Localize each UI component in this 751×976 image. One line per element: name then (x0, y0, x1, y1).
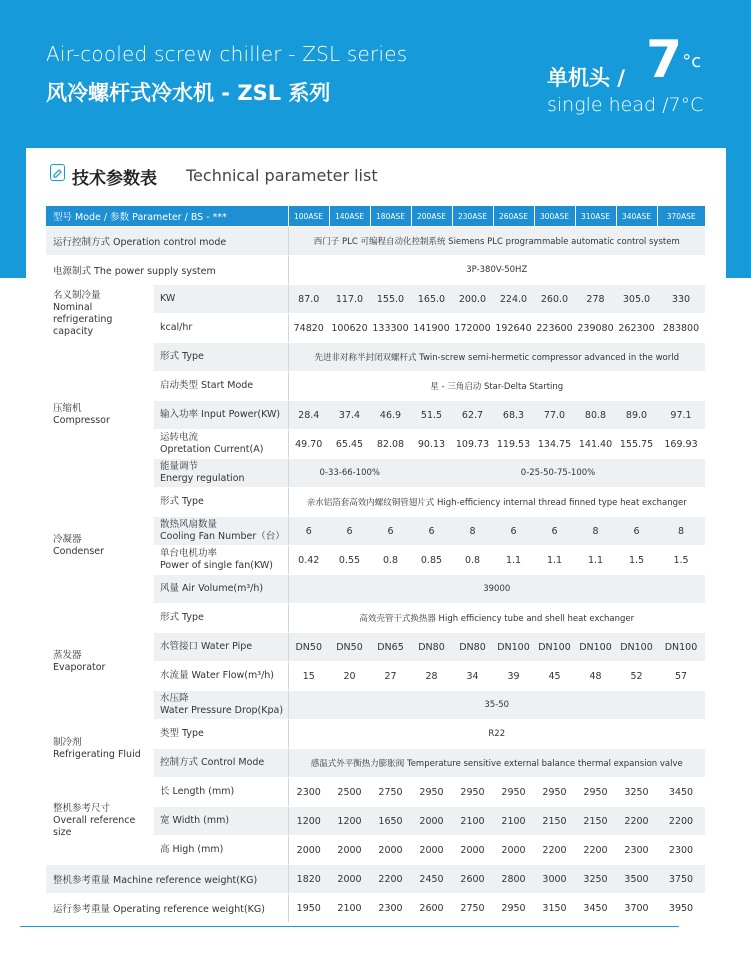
cell: 8 (452, 517, 493, 546)
cell: 2000 (411, 807, 452, 836)
cell: 2000 (452, 836, 493, 865)
row-value: 3P-380V-50HZ (288, 256, 705, 285)
cell: 8 (657, 517, 705, 546)
cell: 3150 (534, 894, 575, 923)
cell: 62.7 (452, 401, 493, 430)
header-label: 型号 Mode / 参数 Parameter / BS - *** (46, 206, 288, 227)
row-label: kcal/hr (154, 314, 288, 343)
cell: 6 (534, 517, 575, 546)
row-label: 输入功率 Input Power(KW) (154, 401, 288, 430)
cell: 3450 (657, 778, 705, 807)
spec-card (26, 148, 726, 976)
cell: 28 (411, 662, 452, 691)
row-value: 感温式外平衡热力膨胀阀 Temperature sensitive external balance thermal expansion valve (288, 749, 705, 778)
cell: DN100 (493, 633, 534, 662)
cell: DN50 (329, 633, 370, 662)
cell: 6 (493, 517, 534, 546)
cell: 6 (329, 517, 370, 546)
model-header: 180ASE (370, 206, 411, 227)
cell: 2100 (329, 894, 370, 923)
cell: 28.4 (288, 401, 329, 430)
cell: 51.5 (411, 401, 452, 430)
edit-document-icon (50, 164, 65, 181)
row-label: 形式 Type (154, 488, 288, 517)
row-value: 星 - 三角启动 Star-Delta Starting (288, 372, 705, 401)
model-header: 340ASE (616, 206, 657, 227)
row-value: 0-33-66-100% (288, 459, 411, 488)
cell: 1950 (288, 894, 329, 923)
cell: 2950 (452, 778, 493, 807)
table-row (46, 720, 705, 749)
cell: 2950 (534, 778, 575, 807)
row-label: 水压降 Water Pressure Drop(Kpa) (154, 691, 288, 720)
table-row (46, 343, 705, 372)
temperature-badge (646, 32, 701, 88)
row-label: 风量 Air Volume(m³/h) (154, 575, 288, 604)
cell: 65.45 (329, 430, 370, 459)
cell: 2950 (493, 778, 534, 807)
cell: 141.40 (575, 430, 616, 459)
cell: 6 (411, 517, 452, 546)
row-label: 水管接口 Water Pipe (154, 633, 288, 662)
cell: DN65 (370, 633, 411, 662)
cell: 3250 (575, 865, 616, 894)
cell: 2300 (616, 836, 657, 865)
cell: 2200 (657, 807, 705, 836)
model-header: 370ASE (657, 206, 705, 227)
row-label: 单台电机功率 Power of single fan(KW) (154, 546, 288, 575)
model-header: 230ASE (452, 206, 493, 227)
cell: 3250 (616, 778, 657, 807)
cell: 1.5 (657, 546, 705, 575)
cell: 8 (575, 517, 616, 546)
cell: 20 (329, 662, 370, 691)
cell: 89.0 (616, 401, 657, 430)
table-header-row (46, 206, 705, 227)
cell: 57 (657, 662, 705, 691)
cell: 80.8 (575, 401, 616, 430)
cell: 3450 (575, 894, 616, 923)
row-label: 形式 Type (154, 604, 288, 633)
row-label: 高 High (mm) (154, 836, 288, 865)
title-cn: 风冷螺杆式冷水机 - ZSL 系列 (46, 81, 331, 105)
model-header: 100ASE (288, 206, 329, 227)
model-header: 300ASE (534, 206, 575, 227)
cell: 0.42 (288, 546, 329, 575)
cell: 77.0 (534, 401, 575, 430)
row-label: 能量调节 Energy regulation (154, 459, 288, 488)
section-title-cn: 技术参数表 (72, 169, 157, 189)
cell: 2200 (370, 865, 411, 894)
cell: 141900 (411, 314, 452, 343)
cell: 2300 (288, 778, 329, 807)
cell: 223600 (534, 314, 575, 343)
cell: 2000 (493, 836, 534, 865)
cell: 1200 (329, 807, 370, 836)
table-row (46, 227, 705, 256)
table-row (46, 285, 705, 314)
cell: 1.1 (534, 546, 575, 575)
cell: 2950 (493, 894, 534, 923)
row-label: 宽 Width (mm) (154, 807, 288, 836)
cell: 2800 (493, 865, 534, 894)
cell: 1.1 (493, 546, 534, 575)
table-row (46, 604, 705, 633)
table-row (46, 488, 705, 517)
cell: 68.3 (493, 401, 534, 430)
cell: 165.0 (411, 285, 452, 314)
cell: 155.75 (616, 430, 657, 459)
cell: 2150 (575, 807, 616, 836)
cell: 155.0 (370, 285, 411, 314)
group-label-refrigerant: 制冷剂 Refrigerating Fluid (46, 720, 154, 778)
cell: 48 (575, 662, 616, 691)
cell: 82.08 (370, 430, 411, 459)
cell: 87.0 (288, 285, 329, 314)
cell: 97.1 (657, 401, 705, 430)
row-label: 运转电流 Opretation Current(A) (154, 430, 288, 459)
title-en: Air-cooled screw chiller - ZSL series (46, 42, 408, 66)
model-header: 260ASE (493, 206, 534, 227)
single-head-cn: 单机头 / (547, 66, 625, 90)
cell: 2200 (534, 836, 575, 865)
row-label: 启动类型 Start Mode (154, 372, 288, 401)
cell: 239080 (575, 314, 616, 343)
cell: DN100 (575, 633, 616, 662)
cell: 2000 (288, 836, 329, 865)
cell: 117.0 (329, 285, 370, 314)
cell: 39 (493, 662, 534, 691)
cell: 2000 (329, 836, 370, 865)
bottom-rule (20, 926, 679, 927)
cell: 6 (616, 517, 657, 546)
cell: 52 (616, 662, 657, 691)
cell: 2200 (575, 836, 616, 865)
row-value: 0-25-50-75-100% (411, 459, 705, 488)
cell: 172000 (452, 314, 493, 343)
cell: 1820 (288, 865, 329, 894)
cell: 133300 (370, 314, 411, 343)
table-row (46, 778, 705, 807)
cell: 2950 (575, 778, 616, 807)
cell: 278 (575, 285, 616, 314)
group-label-size: 整机参考尺寸 Overall reference size (46, 778, 154, 865)
cell: 134.75 (534, 430, 575, 459)
cell: 90.13 (411, 430, 452, 459)
cell: 119.53 (493, 430, 534, 459)
cell: 3000 (534, 865, 575, 894)
cell: 262300 (616, 314, 657, 343)
row-value: R22 (288, 720, 705, 749)
cell: 1.1 (575, 546, 616, 575)
cell: DN100 (616, 633, 657, 662)
cell: 2200 (616, 807, 657, 836)
row-value: 39000 (288, 575, 705, 604)
cell: 2000 (370, 836, 411, 865)
temperature-unit: °c (682, 51, 702, 72)
cell: 15 (288, 662, 329, 691)
cell: 6 (288, 517, 329, 546)
cell: 34 (452, 662, 493, 691)
cell: 2000 (329, 865, 370, 894)
row-value: 高效壳管干式换热器 High efficiency tube and shell heat exchanger (288, 604, 705, 633)
temperature-value: 7 (646, 30, 683, 90)
cell: 2750 (452, 894, 493, 923)
cell: 45 (534, 662, 575, 691)
row-value: 35-50 (288, 691, 705, 720)
cell: 6 (370, 517, 411, 546)
row-label: 运行参考重量 Operating reference weight(KG) (46, 894, 288, 923)
row-label: 整机参考重量 Machine reference weight(KG) (46, 865, 288, 894)
row-label: 电源制式 The power supply system (46, 256, 288, 285)
cell: 37.4 (329, 401, 370, 430)
row-label: 散热风扇数量 Cooling Fan Number（台） (154, 517, 288, 546)
cell: 0.85 (411, 546, 452, 575)
table-row (46, 894, 705, 923)
row-value: 先进非对称半封闭双螺杆式 Twin-screw semi-hermetic compressor advanced in the world (288, 343, 705, 372)
cell: 3750 (657, 865, 705, 894)
cell: 330 (657, 285, 705, 314)
row-label: 控制方式 Control Mode (154, 749, 288, 778)
cell: 0.8 (452, 546, 493, 575)
row-label: KW (154, 285, 288, 314)
cell: 1200 (288, 807, 329, 836)
table-row (46, 256, 705, 285)
cell: DN80 (452, 633, 493, 662)
table-row (46, 865, 705, 894)
group-label-compressor: 压缩机 Compressor (46, 343, 154, 488)
cell: 0.55 (329, 546, 370, 575)
cell: 2100 (493, 807, 534, 836)
cell: 2300 (370, 894, 411, 923)
cell: DN50 (288, 633, 329, 662)
row-value: 西门子 PLC 可编程自动化控制系统 Siemens PLC programmable automatic control system (288, 227, 705, 256)
row-label: 类型 Type (154, 720, 288, 749)
cell: 3700 (616, 894, 657, 923)
cell: 2600 (452, 865, 493, 894)
cell: 2600 (411, 894, 452, 923)
cell: 49.70 (288, 430, 329, 459)
cell: 2000 (411, 836, 452, 865)
cell: DN100 (657, 633, 705, 662)
cell: 260.0 (534, 285, 575, 314)
model-header: 310ASE (575, 206, 616, 227)
technical-parameter-table (46, 206, 705, 923)
cell: 2950 (411, 778, 452, 807)
cell: 283800 (657, 314, 705, 343)
group-label-condenser: 冷凝器 Condenser (46, 488, 154, 604)
model-header: 140ASE (329, 206, 370, 227)
cell: DN100 (534, 633, 575, 662)
cell: 109.73 (452, 430, 493, 459)
cell: 3500 (616, 865, 657, 894)
model-header: 200ASE (411, 206, 452, 227)
cell: 2300 (657, 836, 705, 865)
cell: 2100 (452, 807, 493, 836)
cell: 224.0 (493, 285, 534, 314)
cell: 2450 (411, 865, 452, 894)
cell: 3950 (657, 894, 705, 923)
cell: 1650 (370, 807, 411, 836)
row-label: 长 Length (mm) (154, 778, 288, 807)
row-label: 形式 Type (154, 343, 288, 372)
cell: 2750 (370, 778, 411, 807)
section-title-en: Technical parameter list (186, 166, 378, 185)
group-label-cooling: 名义制冷量 Nominal refrigerating capacity (46, 285, 154, 343)
row-label: 运行控制方式 Operation control mode (46, 227, 288, 256)
cell: 200.0 (452, 285, 493, 314)
cell: 46.9 (370, 401, 411, 430)
cell: 100620 (329, 314, 370, 343)
cell: 2500 (329, 778, 370, 807)
cell: 169.93 (657, 430, 705, 459)
group-label-evaporator: 蒸发器 Evaporator (46, 604, 154, 720)
row-value: 亲水铝箔套高效内螺纹铜管翅片式 High-efficiency internal thread finned type heat exchanger (288, 488, 705, 517)
cell: 2150 (534, 807, 575, 836)
cell: 192640 (493, 314, 534, 343)
cell: 74820 (288, 314, 329, 343)
cell: 305.0 (616, 285, 657, 314)
single-head-en: single head /7°C (547, 94, 704, 116)
cell: 27 (370, 662, 411, 691)
row-label: 水流量 Water Flow(m³/h) (154, 662, 288, 691)
cell: DN80 (411, 633, 452, 662)
cell: 1.5 (616, 546, 657, 575)
cell: 0.8 (370, 546, 411, 575)
